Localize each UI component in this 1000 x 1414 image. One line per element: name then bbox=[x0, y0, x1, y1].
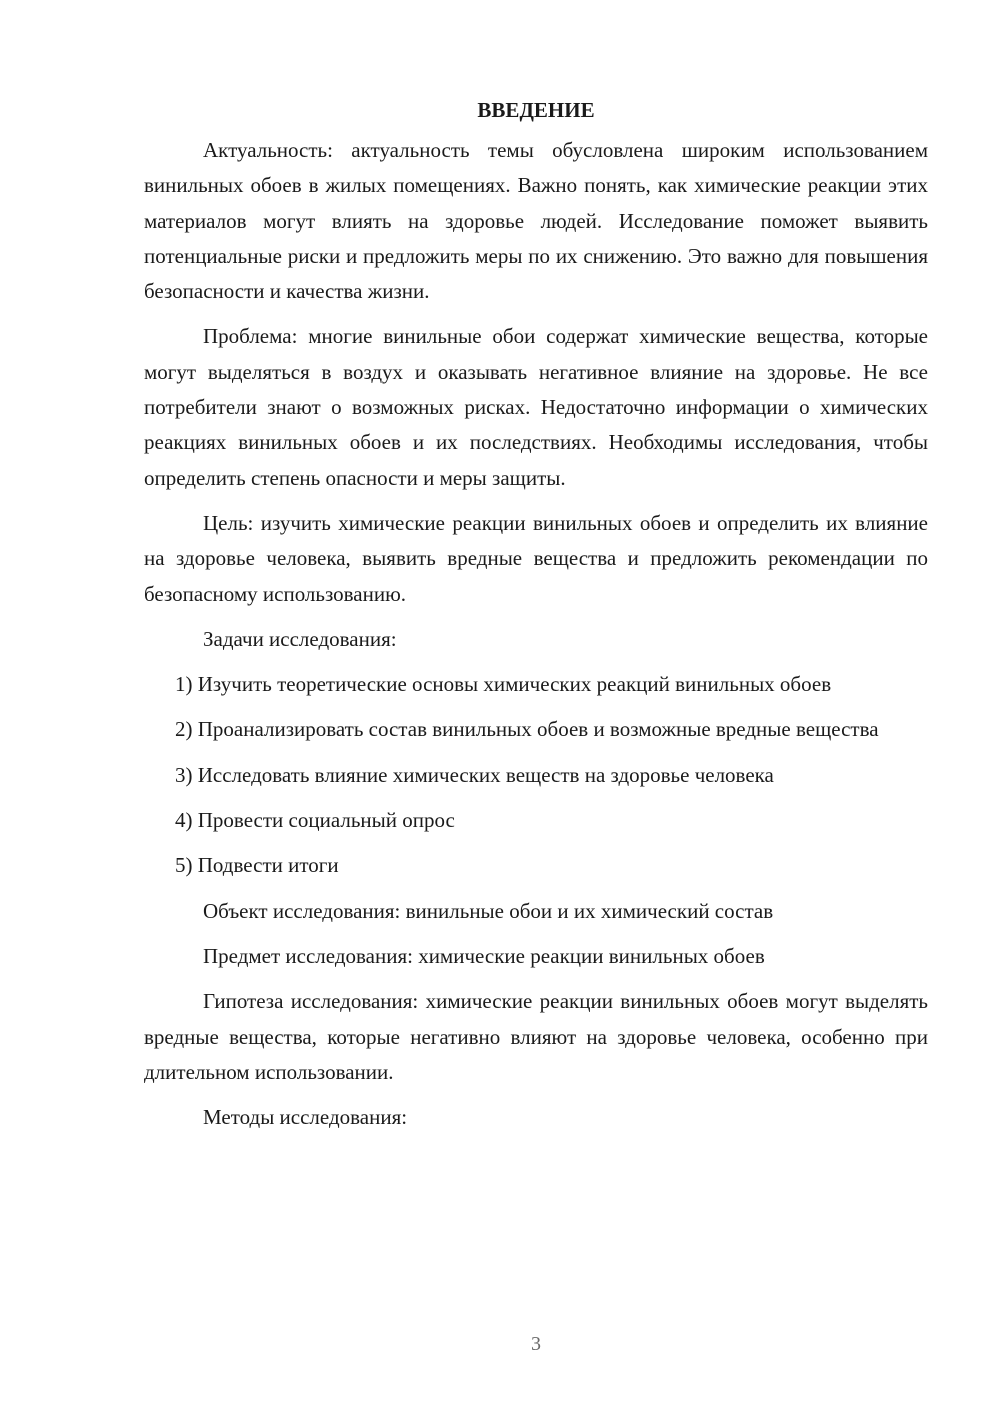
methods-title: Методы исследования: bbox=[203, 1105, 408, 1130]
task-item: 5) Подвести итоги bbox=[175, 853, 339, 878]
task-item: 2) Проанализировать состав винильных обоев и возможные вредные вещества bbox=[175, 717, 879, 742]
page-number: 3 bbox=[531, 1333, 541, 1355]
goal-paragraph: Цель: изучить химические реакции винильных обоев и определить их влияние на здоровье человека, выявить вредные вещества и предложить рекомендации по безопасному использованию. bbox=[144, 510, 928, 606]
task-item: 1) Изучить теоретические основы химических реакций винильных обоев bbox=[175, 672, 832, 697]
page-content bbox=[144, 92, 928, 1145]
subject-paragraph: Предмет исследования: химические реакции винильных обоев bbox=[203, 943, 765, 968]
problem-paragraph: Проблема: многие винильные обои содержат химические вещества, которые могут выделяться в воздух и оказывать негативное влияние на здоровье. Не все потребители знают о возможных рисках. Недостаточно информации о химических реакциях винильных обоев и их последствиях. Необходимы исследования, чтобы определить степень опасности и меры защиты. bbox=[144, 324, 928, 490]
task-item: 3) Исследовать влияние химических веществ на здоровье человека bbox=[175, 762, 774, 787]
task-item: 4) Провести социальный опрос bbox=[175, 808, 455, 833]
object-paragraph: Объект исследования: винильные обои и их химический состав bbox=[203, 898, 774, 923]
relevance-paragraph: Актуальность: актуальность темы обусловлена широким использованием винильных обоев в жилых помещениях. Важно понять, как химические реакции этих материалов могут влиять на здоровье людей. Исследование поможет выявить потенциальные риски и предложить меры по их снижению. Это важно для повышения безопасности и качества жизни. bbox=[144, 138, 928, 304]
hypothesis-paragraph: Гипотеза исследования: химические реакции винильных обоев могут выделять вредные вещества, которые негативно влияют на здоровье человека, особенно при длительном использовании. bbox=[144, 989, 928, 1084]
tasks-title: Задачи исследования: bbox=[203, 626, 397, 651]
tasks-list bbox=[144, 667, 928, 883]
section-heading: ВВЕДЕНИЕ bbox=[477, 98, 595, 122]
